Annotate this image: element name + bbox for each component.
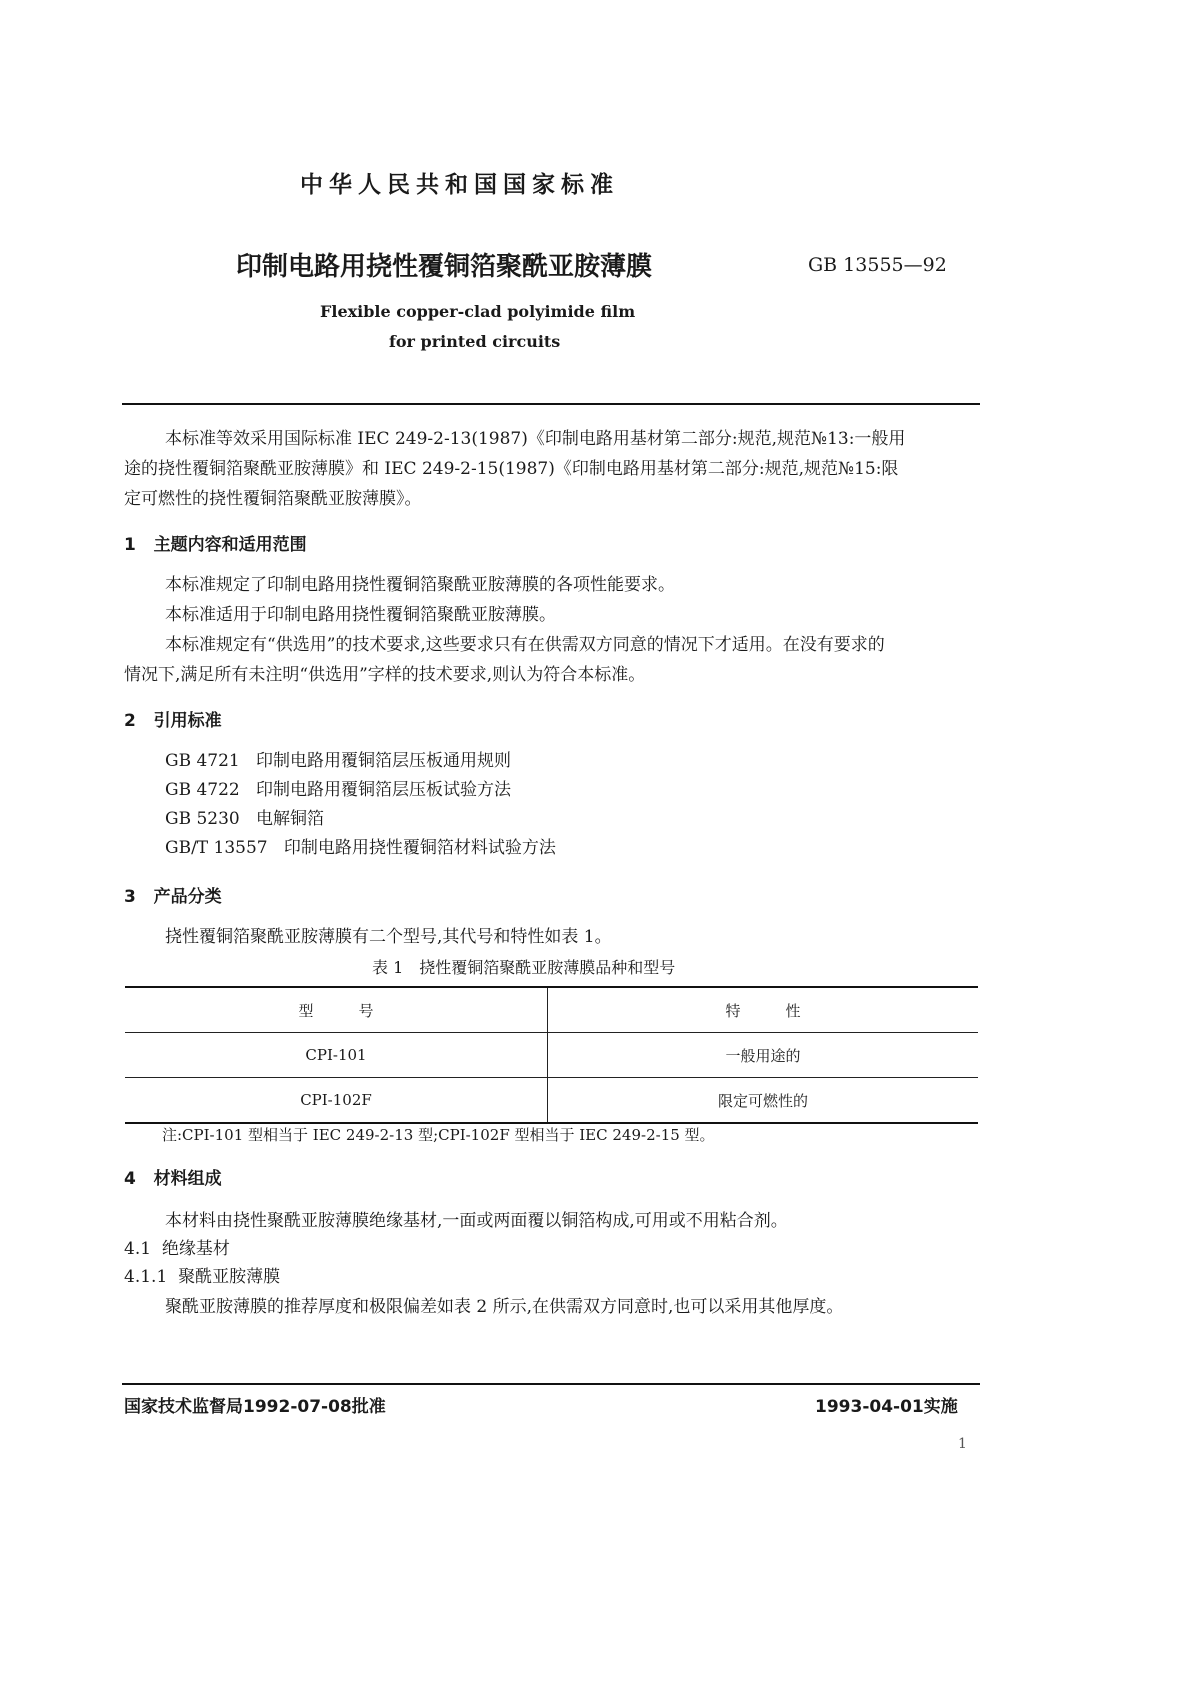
- table-note: 注:CPI-101 型相当于 IEC 249-2-13 型;CPI-102F 型相当于 IEC 249-2-15 型。: [162, 1126, 715, 1144]
- effective-date: 1993-04-01实施: [815, 1397, 958, 1417]
- table-caption: 表 1 挠性覆铜箔聚酰亚胺薄膜品种和型号: [372, 958, 676, 977]
- s411-text: 聚酰亚胺薄膜的推荐厚度和极限偏差如表 2 所示,在供需双方同意时,也可以采用其他厚度。: [165, 1297, 844, 1317]
- section-4-heading: 4 材料组成: [124, 1169, 222, 1189]
- standard-code: GB 13555—92: [808, 254, 947, 276]
- document-title-cn: 印制电路用挠性覆铜箔聚酰亚胺薄膜: [236, 252, 653, 282]
- s3-text: 挠性覆铜箔聚酰亚胺薄膜有二个型号,其代号和特性如表 1。: [165, 927, 612, 947]
- s1-line: 本标准适用于印制电路用挠性覆铜箔聚酰亚胺薄膜。: [165, 605, 556, 625]
- intro-line: 定可燃性的挠性覆铜箔聚酰亚胺薄膜》。: [124, 489, 422, 509]
- footer-rule: [122, 1383, 980, 1385]
- page-number: 1: [958, 1436, 967, 1452]
- section-4-1-1-heading: 4.1.1 聚酰亚胺薄膜: [124, 1267, 281, 1287]
- section-3-heading: 3 产品分类: [124, 887, 222, 907]
- approval-date: 国家技术监督局1992-07-08批准: [124, 1397, 386, 1417]
- national-standard-heading: 中华人民共和国国家标准: [300, 172, 619, 198]
- table-header-row: 型 号 特 性: [125, 987, 978, 1033]
- s1-line: 本标准规定了印制电路用挠性覆铜箔聚酰亚胺薄膜的各项性能要求。: [165, 575, 675, 595]
- section-1-heading: 1 主题内容和适用范围: [124, 535, 307, 555]
- reference-item: GB/T 13557 印制电路用挠性覆铜箔材料试验方法: [165, 838, 556, 858]
- reference-item: GB 4721 印制电路用覆铜箔层压板通用规则: [165, 751, 511, 771]
- document-title-en-1: Flexible copper-clad polyimide film: [320, 302, 636, 321]
- table-row: CPI-102F 限定可燃性的: [125, 1078, 978, 1124]
- product-table: [125, 986, 978, 1124]
- reference-item: GB 4722 印制电路用覆铜箔层压板试验方法: [165, 780, 511, 800]
- table-row: CPI-101 一般用途的: [125, 1033, 978, 1078]
- document-title-en-2: for printed circuits: [389, 332, 561, 351]
- reference-item: GB 5230 电解铜箔: [165, 809, 324, 829]
- section-4-1-heading: 4.1 绝缘基材: [124, 1239, 230, 1259]
- intro-line: 本标准等效采用国际标准 IEC 249-2-13(1987)《印制电路用基材第二部分:规范,规范№13:一般用: [165, 429, 906, 449]
- s1-line: 情况下,满足所有未注明“供选用”字样的技术要求,则认为符合本标准。: [124, 665, 646, 685]
- intro-line: 途的挠性覆铜箔聚酰亚胺薄膜》和 IEC 249-2-15(1987)《印制电路用基材第二部分:规范,规范№15:限: [124, 459, 899, 479]
- header-rule: [122, 403, 980, 405]
- s4-text: 本材料由挠性聚酰亚胺薄膜绝缘基材,一面或两面覆以铜箔构成,可用或不用粘合剂。: [165, 1211, 788, 1231]
- section-2-heading: 2 引用标准: [124, 711, 222, 731]
- s1-line: 本标准规定有“供选用”的技术要求,这些要求只有在供需双方同意的情况下才适用。在没有要求的: [165, 635, 885, 655]
